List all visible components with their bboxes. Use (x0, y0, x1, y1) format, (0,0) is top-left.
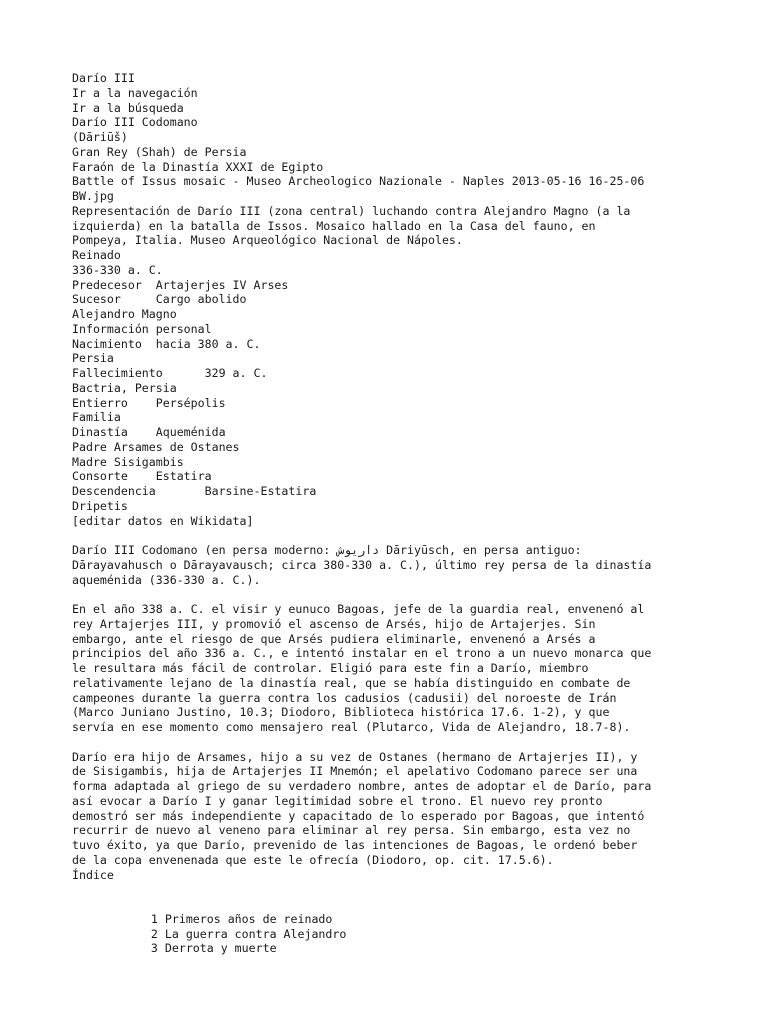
infobox-death: Fallecimiento 329 a. C. (72, 366, 268, 380)
infobox-mother: Madre Sisigambis (72, 454, 184, 469)
infobox-caption-cont: izquierda) en la batalla de Issos. Mosaico hallado en la Casa del fauno, en (72, 218, 596, 233)
infobox-descendants: Descendencia Barsine-Estatira (72, 484, 317, 498)
edit-wikidata-link[interactable]: [editar datos en Wikidata] (72, 513, 254, 528)
infobox-consort: Consorte Estatira (72, 469, 212, 484)
infobox-title-shah[interactable]: Gran Rey (Shah) de Persia (72, 144, 247, 159)
paragraph-line: (Marco Juniano Justino, 10.3; Diodoro, Biblioteca histórica 17.6. 1-2), y que (72, 705, 610, 720)
toc-heading: Índice (72, 867, 114, 882)
infobox-successor: Sucesor Cargo abolido (72, 292, 247, 307)
spacer (72, 735, 762, 750)
infobox-reign-label: Reinado (72, 248, 121, 262)
infobox-image-file[interactable]: Battle of Issus mosaic - Museo Archeologico Nazionale - Naples 2013-05-16 16-25-06 (72, 174, 645, 189)
toc-item-number: 1 (150, 911, 158, 926)
paragraph-line: Darío era hijo de Arsames, hijo a su vez de Ostanes (hermano de Artajerjes II), y (72, 749, 638, 764)
toc-item-number: 3 (150, 941, 158, 956)
infobox-predecessor: Predecesor Artajerjes IV Arses (72, 277, 289, 292)
infobox-birth-place[interactable]: Persia (72, 351, 114, 366)
infobox-descendants-cont: Dripetis (72, 498, 128, 513)
spacer (72, 587, 762, 602)
infobox-native-name: (Dāriūš) (72, 130, 128, 144)
paragraph-line: principios del año 336 a. C., e intentó instalar en el trono a un nuevo monarca que (72, 646, 652, 661)
paragraph-line: así evocar a Darío I y ganar legitimidad sobre el trono. El nuevo rey pronto (72, 793, 603, 808)
toc-item-label[interactable]: Derrota y muerte (164, 941, 277, 956)
infobox-caption-cont: Pompeya, Italia. Museo Arqueológico Nacional de Nápoles. (72, 233, 463, 248)
paragraph-line: tuvo éxito, ya que Darío, prevenido de las intenciones de Bagoas, le ordenó beber (72, 838, 638, 852)
infobox-full-name: Darío III Codomano (72, 115, 198, 130)
paragraph-line: rey Artajerjes III, y promovió el ascenso de Arsés, hijo de Artajerjes. Sin (72, 616, 596, 631)
infobox-death-place[interactable]: Bactria, Persia (72, 380, 177, 395)
infobox (72, 115, 762, 528)
toc-item-label[interactable]: La guerra contra Alejandro (164, 926, 347, 941)
infobox-personal-info-heading: Información personal (72, 321, 212, 336)
infobox-dynasty: Dinastía Aqueménida (72, 425, 226, 439)
paragraph-line: recurrir de nuevo al veneno para eliminar al rey persa. Sin embargo, esta vez no (72, 823, 631, 838)
infobox-father: Padre Arsames de Ostanes (72, 439, 240, 454)
paragraph-line: En el año 338 a. C. el visir y eunuco Bagoas, jefe de la guardia real, envenenó al (72, 602, 645, 616)
paragraph-line: de Sisigambis, hija de Artajerjes II Mnemón; el apelativo Codomano parece ser una (72, 764, 638, 779)
spacer (72, 882, 762, 897)
spacer (72, 528, 762, 543)
toc-item[interactable] (72, 897, 762, 926)
paragraph-line: servía en ese momento como mensajero real (Plutarco, Vida de Alejandro, 18.7-8). (72, 720, 631, 734)
infobox-image-file-cont[interactable]: BW.jpg (72, 189, 114, 203)
paragraph-bagoas (72, 602, 762, 735)
paragraph-line: relativamente lejano de la dinastía real, que se había distinguido en combate de (72, 675, 631, 690)
paragraph-line: demostró ser más independiente y capacitado de lo esperado por Bagoas, que intentó (72, 808, 645, 823)
paragraph-line: Dārayavahusch o Dārayavausch; circa 380-330 a. C.), último rey persa de la dinastía (72, 557, 652, 572)
infobox-burial: Entierro Persépolis (72, 395, 226, 410)
infobox-birth: Nacimiento hacia 380 a. C. (72, 336, 261, 351)
paragraph-origins (72, 750, 762, 868)
paragraph-line: aqueménida (336-330 a. C.). (72, 572, 261, 587)
infobox-title-pharaoh[interactable]: Faraón de la Dinastía XXXI de Egipto (72, 159, 324, 174)
skip-to-navigation-link[interactable]: Ir a la navegación (72, 85, 198, 100)
table-of-contents (72, 867, 762, 956)
infobox-reign-value: 336-330 a. C. (72, 262, 163, 277)
infobox-family-heading: Familia (72, 410, 121, 425)
toc-item-label[interactable]: Primeros años de reinado (164, 911, 333, 926)
skip-to-search-link[interactable]: Ir a la búsqueda (72, 100, 184, 115)
paragraph-line: le resultara más fácil de controlar. Eligió para este fin a Darío, miembro (72, 661, 589, 675)
toc-item-number: 2 (150, 926, 158, 941)
infobox-successor-cont[interactable]: Alejandro Magno (72, 307, 177, 321)
paragraph-line: forma adaptada al griego de su verdadero nombre, antes de adoptar el de Darío, para (72, 779, 652, 793)
paragraph-line: Darío III Codomano (en persa moderno: داریوش Dāriyūsch, en persa antiguo: (72, 543, 582, 557)
paragraph-line: campeones durante la guerra contra los cadusios (cadusii) del noroeste de Irán (72, 690, 617, 705)
paragraph-intro (72, 543, 762, 587)
infobox-caption: Representación de Darío III (zona central) luchando contra Alejandro Magno (a la (72, 203, 631, 218)
document-page (72, 71, 762, 956)
paragraph-line: embargo, ante el riesgo de que Arsés pudiera eliminarle, envenenó a Arsés a (72, 631, 596, 646)
paragraph-line: de la copa envenenada que este le ofrecía (Diodoro, op. cit. 17.5.6). (72, 852, 554, 867)
page-title: Darío III (72, 71, 135, 85)
